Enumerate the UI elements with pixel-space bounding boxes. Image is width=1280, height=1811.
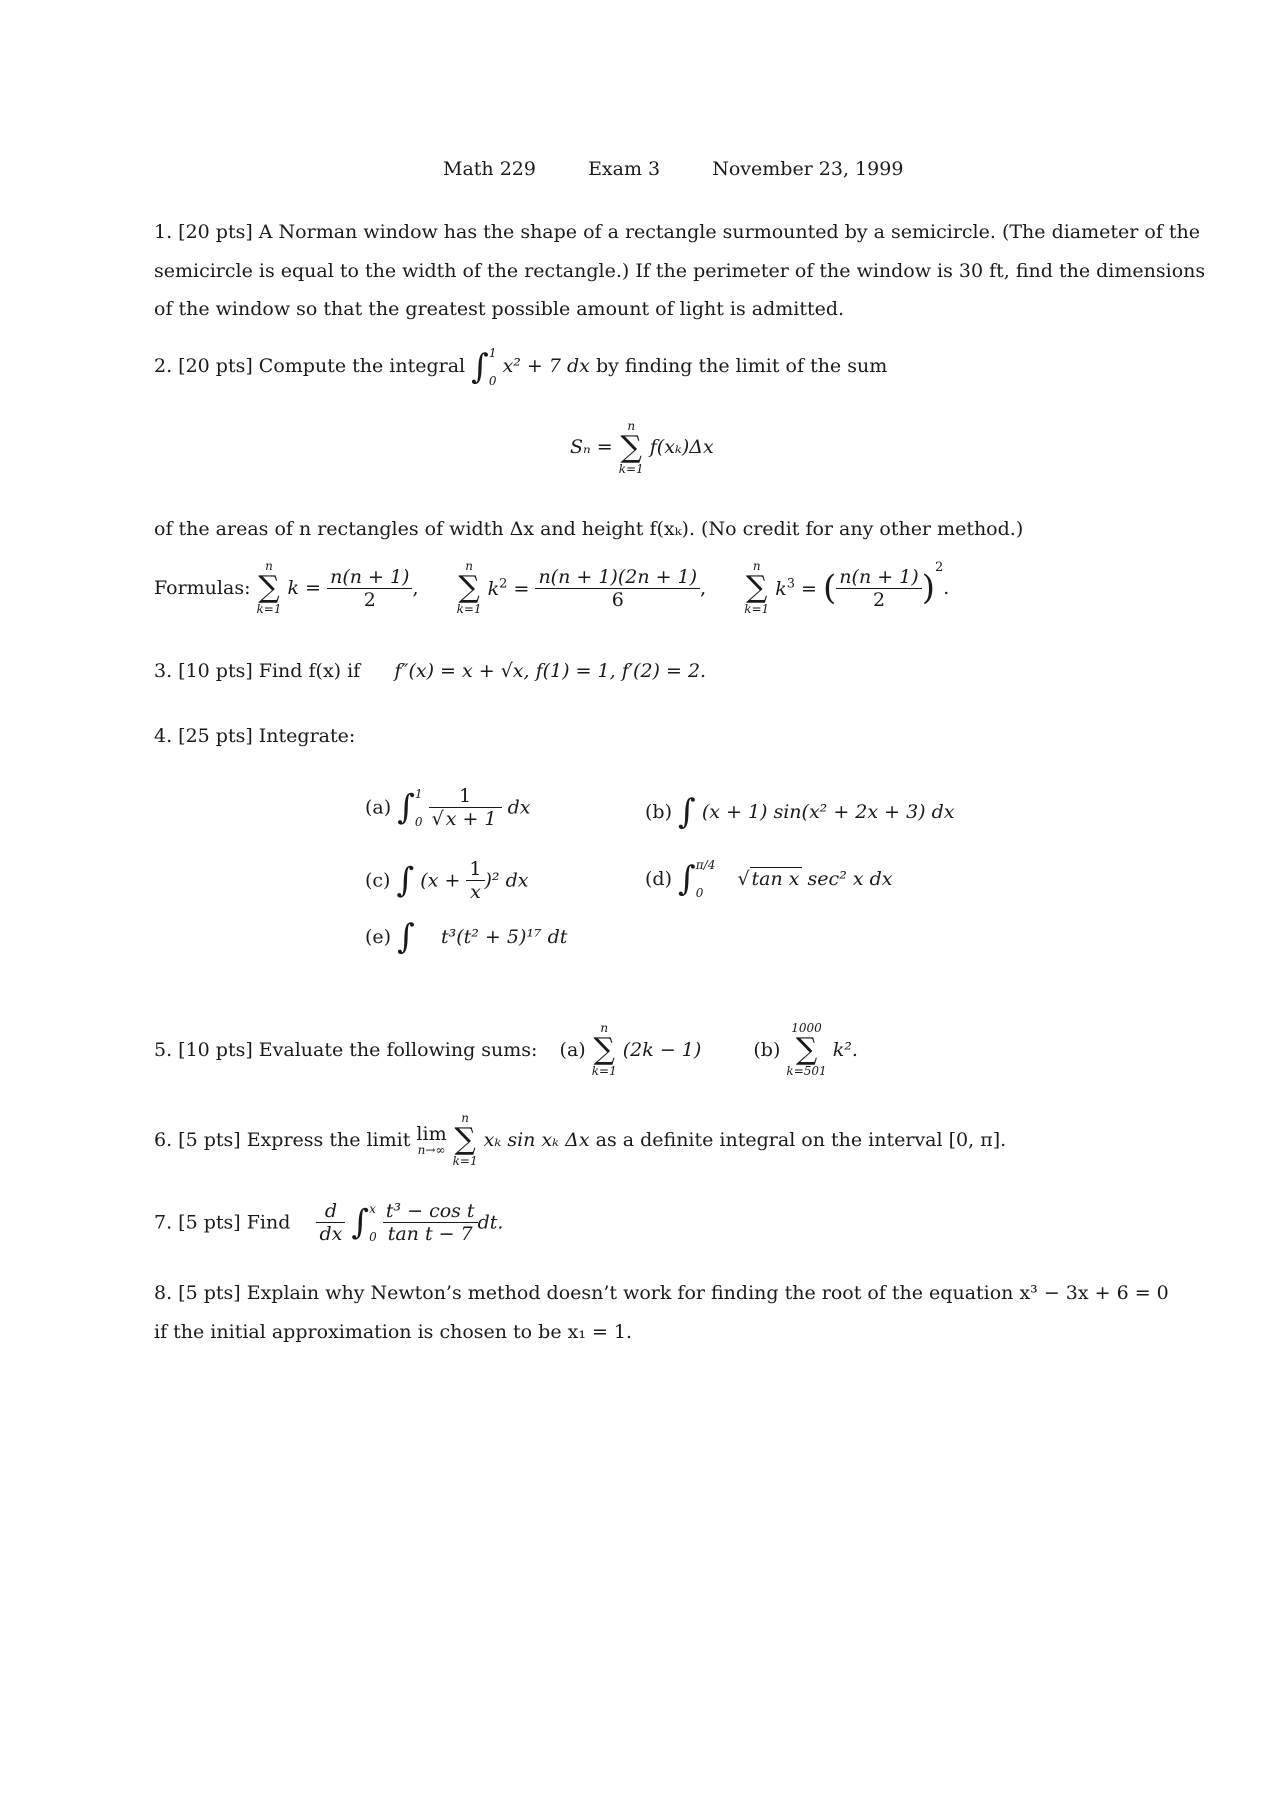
exam-label: Exam 3 xyxy=(588,158,661,180)
course-label: Math 229 xyxy=(443,158,536,180)
problem-2-lead: 2. [20 pts] Compute the integral xyxy=(154,355,466,377)
problem-1-line-1: 1. [20 pts] A Norman window has the shape of a rectangle surmounted by a semicircle. (The diameter of the xyxy=(154,221,1201,243)
riemann-sum xyxy=(570,420,714,476)
sigma-5a: n ∑ k=1 xyxy=(591,1021,617,1078)
problem-4-text: 4. [25 pts] Integrate: xyxy=(154,725,356,747)
problem-8-line-1: 8. [5 pts] Explain why Newton’s method doesn’t work for finding the root of the equation x³ − 3x + 6 = 0 xyxy=(154,1282,1169,1304)
integral-sign: ∫ xyxy=(471,347,489,387)
problem-3 xyxy=(154,660,706,682)
sum-body: f(xₖ)Δx xyxy=(649,436,714,458)
problem-6-lead: 6. [5 pts] Express the limit xyxy=(154,1129,411,1151)
problem-3-text: 3. [10 pts] Find f(x) if xyxy=(154,660,361,682)
sigma-k3: n ∑ k=1 xyxy=(744,559,770,616)
integral-c: (c) ∫ (x + $\frac{1}{x}$ )² dx xyxy=(365,858,529,903)
frac-a: $\frac{1}{√ x + 1}$ xyxy=(429,785,502,830)
sigma-k: n ∑ k=1 xyxy=(256,559,282,616)
sigma-6: n ∑ k=1 xyxy=(452,1111,478,1168)
problem-1-line-3: of the window so that the greatest possible amount of light is admitted. xyxy=(154,298,845,320)
sum-lhs: Sₙ = xyxy=(570,436,613,458)
exam-header xyxy=(443,158,903,180)
sigma-symbol: n ∑ k=1 xyxy=(618,419,644,476)
integral-e: (e) ∫ t³(t² + 5)¹⁷ dt xyxy=(365,917,568,957)
problem-7-lead: 7. [5 pts] Find xyxy=(154,1211,291,1234)
problem-5: 5. [10 pts] Evaluate the following sums: (a) n ∑ k=1 (2k − 1) (b) 1000 ∑ k=501 k². xyxy=(154,1021,858,1078)
frac-sum-k3: $\frac{n(n + 1)}{2}$ xyxy=(836,566,921,611)
problem-3-condition: f″(x) = x + √x, f(1) = 1, f′(2) = 2. xyxy=(394,660,707,682)
problem-5-text: 5. [10 pts] Evaluate the following sums: xyxy=(154,1039,538,1061)
frac-sum-k2: $\frac{n(n + 1)(2n + 1)}{6}$ xyxy=(535,566,700,611)
formulas-label: Formulas: xyxy=(154,577,251,599)
problem-7: 7. [5 pts] Find $\frac{d}{dx}$ ∫x 0 $\frac{\text{t³ − cos t}}{\text{tan t − 7}}$ dt. xyxy=(154,1200,504,1245)
problem-6: 6. [5 pts] Express the limit lim n→∞ n ∑ k=1 xₖ sin xₖ Δx as a definite integral on the interval [0, π]. xyxy=(154,1111,1007,1168)
sigma-k2: n ∑ k=1 xyxy=(456,559,482,616)
integral-d: (d) ∫π/4 0 √ tan x sec² x dx xyxy=(645,858,893,900)
frac-c: $\frac{1}{x}$ xyxy=(466,858,484,903)
integral-a: (a) ∫1 0 $\frac{1}{√ x + 1}$ dx xyxy=(365,785,531,830)
formulas-row: Formulas: n ∑ k=1 k = $\frac{n(n + 1)}{2}$ , n ∑ k=1 $k^2$ = $\frac{n(n + 1)(2n + 1)}{6}$ , n ∑ k=1 $k^3$ = ( $\frac{n(n + 1)}{2}$ )$^2$. xyxy=(154,559,950,616)
frac-7: $\frac{\text{t³ − cos t}}{\text{tan t − 7}}$ xyxy=(383,1200,478,1245)
problem-1-line-2: semicircle is equal to the width of the rectangle.) If the perimeter of the window is 30 ft, find the dimensions xyxy=(154,260,1206,282)
problem-2-tail: by finding the limit of the sum xyxy=(595,355,888,377)
problem-2-areas: of the areas of n rectangles of width Δx and height f(xₖ). (No credit for any other method.) xyxy=(154,518,1024,540)
problem-2-statement xyxy=(154,346,887,388)
integral-limits: 1 0 xyxy=(488,346,497,388)
frac-sum-k: $\frac{n(n + 1)}{2}$ xyxy=(327,566,412,611)
integral-b: (b) ∫ (x + 1) sin(x² + 2x + 3) dx xyxy=(645,792,955,832)
derivative-op: $\frac{d}{dx}$ xyxy=(316,1200,345,1245)
problem-8-line-2: if the initial approximation is chosen to be x₁ = 1. xyxy=(154,1321,633,1343)
problem-2-integrand: x² + 7 dx xyxy=(502,355,590,377)
exam-date: November 23, 1999 xyxy=(712,158,904,180)
sigma-5b: 1000 ∑ k=501 xyxy=(786,1021,827,1078)
